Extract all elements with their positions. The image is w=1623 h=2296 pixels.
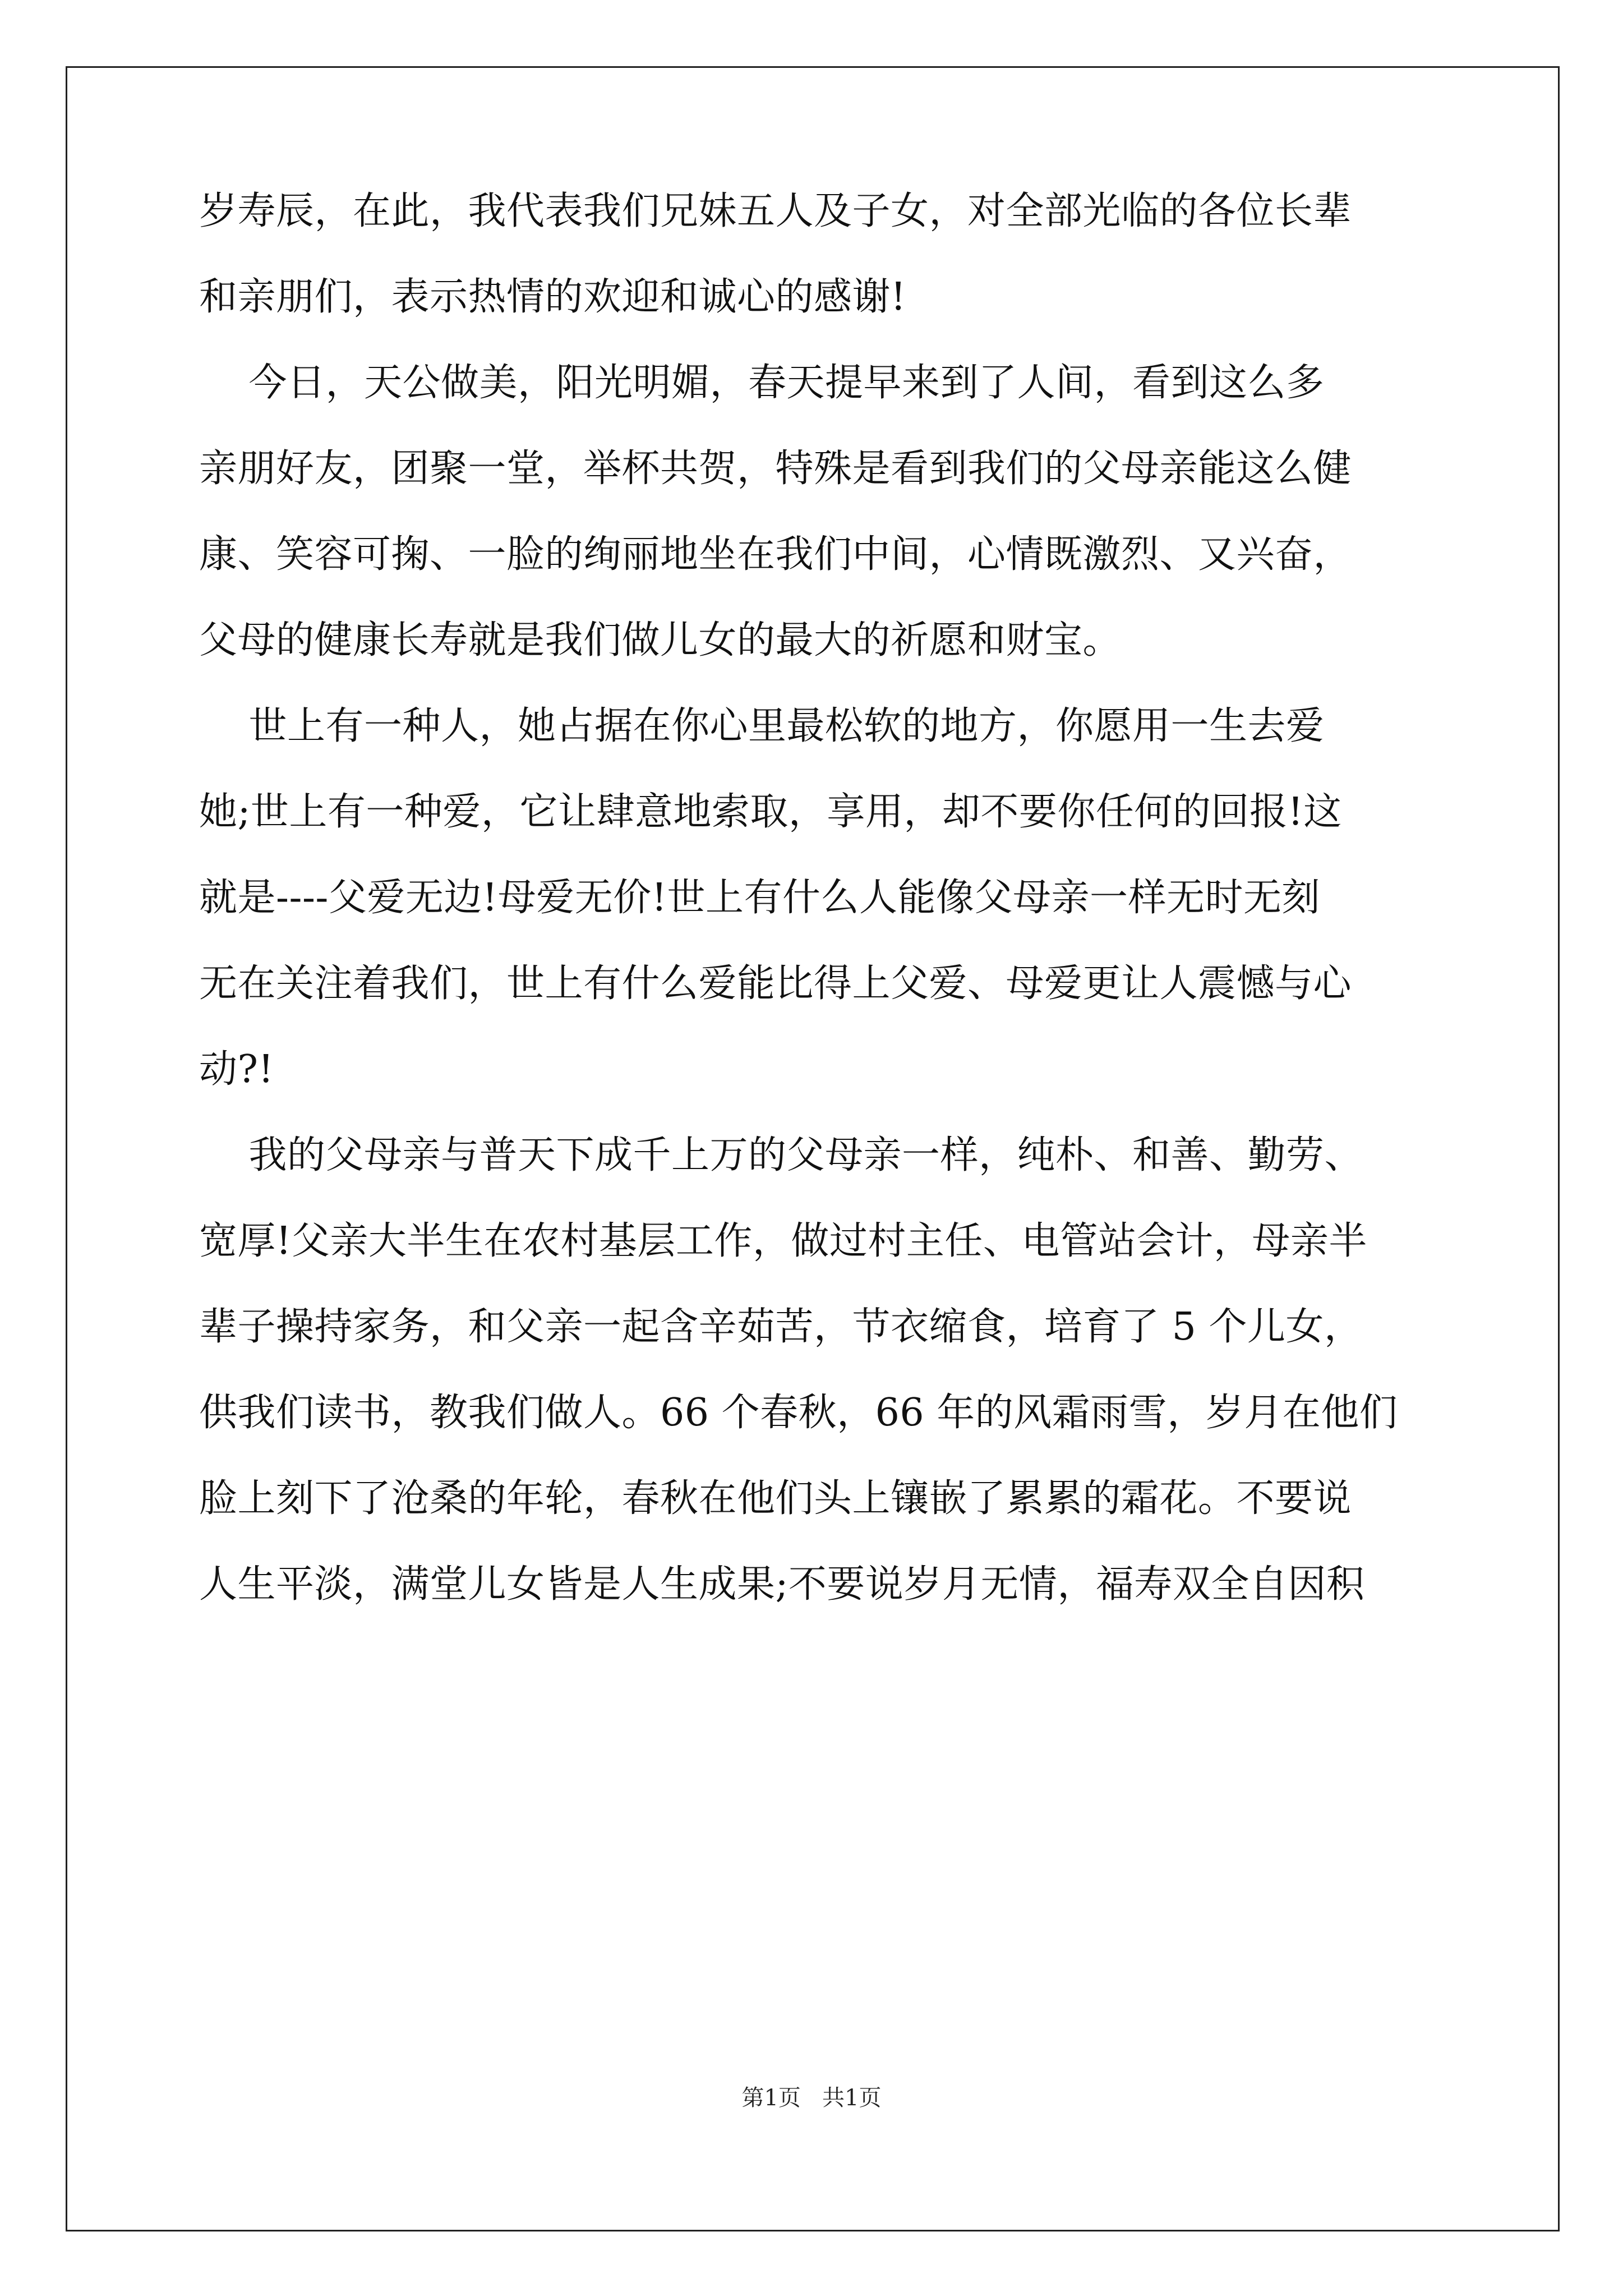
document-body <box>199 168 1455 1627</box>
text-line: 世上有一种人，她占据在你心里最松软的地方，你愿用一生去爱 <box>199 704 1325 748</box>
text-line: 和亲朋们，表示热情的欢迎和诚心的感谢! <box>199 275 906 319</box>
page-number-footer: 第1页 共1页 <box>741 2085 882 2111</box>
text-line: 今日，天公做美，阳光明媚，春天提早来到了人间，看到这么多 <box>199 361 1325 405</box>
text-line: 供我们读书，教我们做人。66 个春秋，66 年的风霜雨雪，岁月在他们 <box>199 1391 1398 1435</box>
text-line: 亲朋好友，团聚一堂，举杯共贺，特殊是看到我们的父母亲能这么健 <box>199 447 1352 491</box>
text-line: 动?! <box>199 1047 274 1092</box>
text-line: 我的父母亲与普天下成千上万的父母亲一样，纯朴、和善、勤劳、 <box>199 1133 1363 1177</box>
text-line: 康、笑容可掬、一脸的绚丽地坐在我们中间，心情既激烈、又兴奋， <box>199 532 1352 577</box>
text-line: 岁寿辰，在此，我代表我们兄妹五人及子女，对全部光临的各位长辈 <box>199 189 1352 233</box>
text-line: 辈子操持家务，和父亲一起含辛茹苦，节衣缩食，培育了 5 个儿女， <box>199 1305 1363 1349</box>
text-line: 人生平淡，满堂儿女皆是人生成果;不要说岁月无情，福寿双全自因积 <box>199 1562 1365 1607</box>
text-line: 就是----父爱无边!母爱无价!世上有什么人能像父母亲一样无时无刻 <box>199 876 1321 920</box>
text-line: 脸上刻下了沧桑的年轮，春秋在他们头上镶嵌了累累的霜花。不要说 <box>199 1476 1352 1521</box>
text-line: 宽厚!父亲大半生在农村基层工作，做过村主任、电管站会计，母亲半 <box>199 1219 1367 1263</box>
text-line: 她;世上有一种爱，它让肆意地索取，享用，却不要你任何的回报!这 <box>199 790 1342 834</box>
text-line: 父母的健康长寿就是我们做儿女的最大的祈愿和财宝。 <box>199 618 1122 662</box>
text-line: 无在关注着我们，世上有什么爱能比得上父爱、母爱更让人震憾与心 <box>199 961 1352 1006</box>
